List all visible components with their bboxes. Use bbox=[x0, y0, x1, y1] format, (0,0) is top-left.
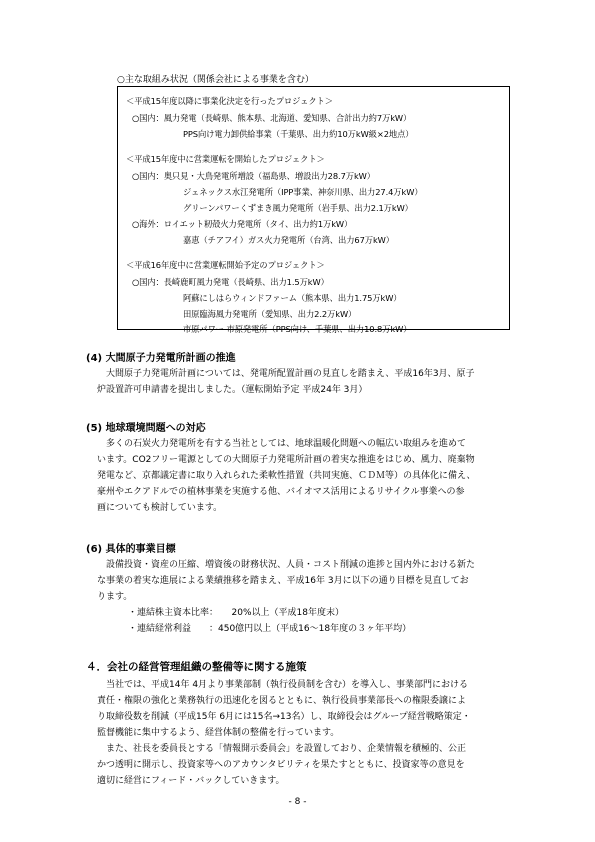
chapter-4-line-5: また、社長を委員長とする「情報開示委員会」を設置しており、企業情報を積極的、公正 bbox=[106, 744, 467, 754]
section-5-line-5: 画についても検討しています。 bbox=[97, 503, 223, 513]
section-4-line-2: 炉設置許可申請書を提出しました。（運転開始予定 平成24年 3月） bbox=[97, 385, 368, 395]
chapter-4-line-4: 監督機能に集中するよう、経営体制の整備を行っています。 bbox=[97, 728, 340, 738]
section-6-line-1: 設備投資・資産の圧縮、増資後の財務状況、人員・コスト削減の進捗と国内外における新た bbox=[106, 560, 476, 570]
chapter-4-heading: ４．会社の経営管理組織の整備等に関する施策 bbox=[86, 661, 307, 673]
section-6-line-2: な事業の着実な進展による業績推移を踏まえ、平成16年 3月に以下の通り目標を見直してお bbox=[97, 576, 469, 586]
group2-line-3: グリーンパワーくずまき風力発電所（岩手県、出力2.1万kW） bbox=[183, 203, 413, 213]
section-6-heading: (6) 具体的事業目標 bbox=[86, 544, 176, 555]
page-number: - 8 - bbox=[288, 797, 307, 807]
group2-line-1: ○国内：奥只見・大鳥発電所増設（福島県、増設出力28.7万kW） bbox=[132, 171, 375, 181]
group1-line-1: ○国内：風力発電（長崎県、熊本県、北海道、愛知県、合計出力約7万kW） bbox=[132, 113, 412, 123]
group1-line-2: PPS向け電力卸供給事業（千葉県、出力約10万kW級×2地点） bbox=[183, 129, 414, 139]
group2-header: ＜平成15年度中に営業運転を開始したプロジェクト＞ bbox=[126, 154, 325, 164]
section-4-line-1: 大間原子力発電所計画については、発電所配置計画の見直しを踏まえ、平成16年3月、原子 bbox=[106, 369, 475, 379]
section-5-line-2: います。CO2フリー電源としての大間原子力発電所計画の着実な推進をはじめ、風力、廃棄物 bbox=[97, 455, 475, 465]
group3-header: ＜平成16年度中に営業運転開始予定のプロジェクト＞ bbox=[126, 260, 325, 270]
group3-line-4: 市原パワー 市原発電所（PPS向け、千葉県、出力10.8万kW） bbox=[183, 324, 412, 334]
group2-line-5: 嘉恵（チアフイ）ガス火力発電所（台湾、出力67万kW） bbox=[183, 235, 394, 245]
section-4-heading: (4) 大間原子力発電所計画の推進 bbox=[86, 353, 236, 364]
target-2: ・連結経常利益 ：450億円以上（平成16～18年度の３ヶ年平均） bbox=[128, 624, 412, 634]
projects-box bbox=[117, 86, 510, 334]
group1-header: ＜平成15年度以降に事業化決定を行ったプロジェクト＞ bbox=[126, 96, 333, 106]
section-6-line-3: ります。 bbox=[97, 592, 133, 602]
section-5-line-3: 発電など、京都議定書に取り入れられた柔軟性措置（共同実施、ＣＤＭ等）の具体化に備え、 bbox=[97, 471, 476, 481]
section-5-heading: (5) 地球環境問題への対応 bbox=[86, 423, 206, 434]
group2-line-2: ジェネックス水江発電所（IPP事業、神奈川県、出力27.4万kW） bbox=[183, 187, 423, 197]
box-title: ○主な取組み状況（関係会社による事業を含む） bbox=[117, 75, 314, 85]
group3-line-3: 田原臨海風力発電所（愛知県、出力2.2万kW） bbox=[183, 309, 357, 319]
group3-line-2: 阿蘇にしはらウィンドファーム（熊本県、出力1.75万kW） bbox=[183, 293, 402, 303]
group3-line-1: ○国内：長崎鹿町風力発電（長崎県、出力1.5万kW） bbox=[132, 277, 329, 287]
chapter-4-line-6: かつ透明に開示し、投資家等へのアカウンタビリティを果たすとともに、投資家等の意見を bbox=[97, 760, 465, 770]
chapter-4-line-7: 適切に経営にフィード・バックしていきます。 bbox=[97, 776, 285, 786]
group2-line-4: ○海外：ロイエット籾殻火力発電所（タイ、出力約1万kW） bbox=[132, 219, 353, 229]
chapter-4-line-1: 当社では、平成14年 4月より事業部制（執行役員制を含む）を導入し、事業部門における bbox=[106, 680, 469, 690]
chapter-4-line-3: り取締役数を削減（平成15年 6月には15名→13名）し、取締役会はグループ経営戦略策定・ bbox=[97, 712, 471, 722]
section-5-line-1: 多くの石炭火力発電所を有する当社としては、地球温暖化問題への幅広い取組みを進めて bbox=[106, 439, 467, 449]
target-1: ・連結株主資本比率： 20%以上（平成18年度末） bbox=[128, 608, 344, 618]
chapter-4-line-2: 責任・権限の強化と業務執行の迅速化を図るとともに、執行役員事業部長への権限委譲によ bbox=[97, 696, 467, 706]
section-5-line-4: 豪州やエクアドルでの植林事業を実施する他、バイオマス活用によるリサイクル事業への参 bbox=[97, 487, 465, 497]
